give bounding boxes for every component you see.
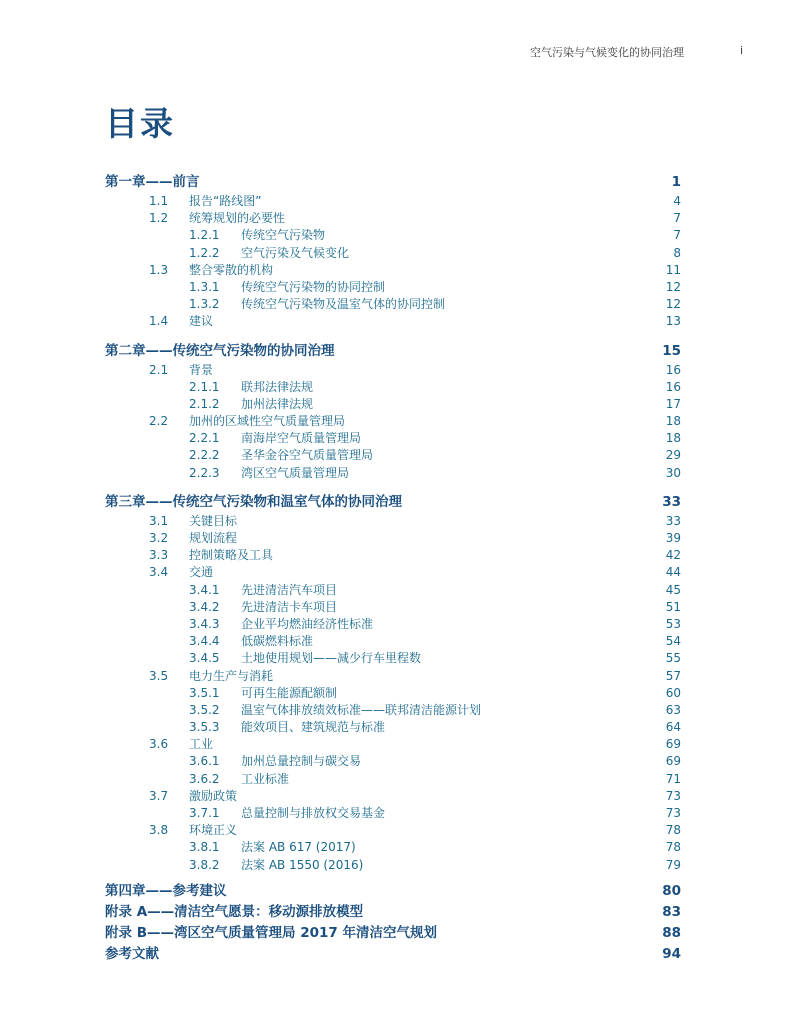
toc-entry-page: 17 (665, 396, 681, 411)
toc-entry-title: 传统空气污染物 (241, 228, 326, 243)
toc-section-entry[interactable] (105, 362, 681, 379)
toc-entry-page: 69 (665, 737, 681, 752)
toc-entry-page: 71 (665, 771, 681, 786)
toc-entry-title: 可再生能源配额制 (241, 685, 338, 700)
toc-entry-title: 整合零散的机构 (189, 262, 274, 277)
toc-entry-number: 2.2.2 (189, 448, 220, 463)
toc-subsection-entry[interactable] (105, 465, 681, 482)
toc-entry-title: 法案 AB 1550 (2016) (241, 857, 364, 872)
toc-entry-page: 45 (665, 582, 681, 597)
toc-subsection-entry[interactable] (105, 396, 681, 413)
toc-entry-title: 圣华金谷空气质量管理局 (241, 448, 374, 463)
toc-section-entry[interactable] (105, 822, 681, 839)
toc-entry-title: 空气污染及气候变化 (241, 245, 350, 260)
toc-entry-number: 1.3.2 (189, 297, 220, 312)
toc-section-entry[interactable] (105, 788, 681, 805)
toc-section-entry[interactable] (105, 547, 681, 564)
toc-entry-page: 33 (662, 493, 681, 510)
toc-subsection-entry[interactable] (105, 633, 681, 650)
toc-subsection-entry[interactable] (105, 616, 681, 633)
toc-entry-page: 18 (665, 431, 681, 446)
toc-chapter-entry[interactable] (105, 172, 681, 193)
toc-entry-number: 3.4 (149, 565, 169, 580)
toc-subsection-entry[interactable] (105, 650, 681, 667)
toc-chapter-entry[interactable] (105, 341, 681, 362)
toc-entry-number: 3.1 (149, 513, 169, 528)
toc-entry-page: 18 (665, 414, 681, 429)
toc-entry-number: 3.5.3 (189, 720, 220, 735)
toc-entry-page: 78 (665, 823, 681, 838)
toc-entry-page: 73 (665, 788, 681, 803)
toc-subsection-entry[interactable] (105, 685, 681, 702)
toc-entry-title: 加州的区域性空气质量管理局 (189, 414, 346, 429)
toc-chapter-entry[interactable] (105, 881, 681, 902)
toc-entry-title: 湾区空气质量管理局 (241, 465, 350, 480)
toc-entry-number: 3.6.2 (189, 771, 220, 786)
toc-entry-page: 63 (665, 702, 681, 717)
toc-entry-number: 3.7.1 (189, 806, 220, 820)
toc-entry-title: 背景 (189, 362, 214, 377)
table-of-contents (105, 172, 681, 965)
toc-entry-page: 13 (665, 314, 681, 329)
toc-entry-title: 低碳燃料标准 (241, 634, 314, 649)
toc-appendix-entry[interactable] (105, 902, 681, 923)
toc-subsection-entry[interactable] (105, 296, 681, 313)
toc-entry-page: 39 (665, 531, 681, 545)
toc-entry-number: 2.1.1 (189, 379, 220, 394)
toc-entry-title: 建议 (189, 314, 214, 329)
toc-entry-number: 1.2.1 (189, 228, 220, 243)
toc-entry-page: 80 (662, 882, 681, 899)
toc-entry-number: 2.1 (149, 362, 169, 377)
toc-entry-page: 8 (673, 245, 681, 260)
toc-entry-number: 3.4.1 (189, 582, 220, 597)
toc-entry-page: 29 (665, 448, 681, 463)
toc-subsection-entry[interactable] (105, 857, 681, 874)
toc-subsection-entry[interactable] (105, 753, 681, 770)
toc-entry-number: 3.6 (149, 737, 169, 752)
toc-subsection-entry[interactable] (105, 599, 681, 616)
toc-entry-number: 2.2.3 (189, 465, 220, 480)
toc-entry-title: 工业标准 (241, 771, 290, 786)
toc-entry-number: 1.3 (149, 262, 169, 277)
toc-entry-number: 3.4.5 (189, 651, 220, 666)
toc-entry-page: 88 (662, 924, 681, 941)
toc-entry-page: 69 (665, 754, 681, 769)
toc-entry-page: 7 (673, 228, 681, 243)
toc-entry-page: 53 (665, 616, 681, 631)
toc-entry-title: 企业平均燃油经济性标准 (241, 616, 374, 631)
toc-entry-number: 3.8 (149, 823, 169, 838)
toc-entry-title: 总量控制与排放权交易基金 (241, 806, 386, 820)
toc-entry-number: 2.1.2 (189, 396, 220, 411)
toc-entry-page: 64 (665, 720, 681, 735)
toc-entry-page: 57 (665, 668, 681, 683)
toc-entry-page: 4 (673, 194, 681, 208)
toc-entry-title: 第四章——参考建议 (105, 882, 227, 899)
toc-section-entry[interactable] (105, 564, 681, 581)
toc-subsection-entry[interactable] (105, 771, 681, 788)
toc-subsection-entry[interactable] (105, 447, 681, 464)
toc-entry-page: 51 (665, 599, 681, 614)
toc-entry-page: 33 (665, 513, 681, 528)
toc-chapter-entry[interactable] (105, 492, 681, 513)
toc-entry-page: 16 (665, 379, 681, 394)
toc-entry-title: 交通 (189, 565, 214, 580)
toc-subsection-entry[interactable] (105, 245, 681, 262)
toc-entry-number: 2.2 (149, 414, 169, 429)
toc-entry-title: 能效项目、建筑规范与标准 (241, 720, 386, 735)
toc-subsection-entry[interactable] (105, 582, 681, 599)
toc-entry-page: 11 (665, 262, 681, 277)
toc-entry-title: 法案 AB 617 (2017) (241, 840, 356, 855)
toc-entry-title: 联邦法律法规 (241, 379, 314, 394)
toc-entry-number: 3.7 (149, 788, 169, 803)
toc-entry-title: 传统空气污染物的协同控制 (241, 279, 386, 294)
toc-entry-title: 附录 B——湾区空气质量管理局 2017 年清洁空气规划 (105, 924, 437, 941)
toc-subsection-entry[interactable] (105, 430, 681, 447)
toc-section-entry[interactable] (105, 313, 681, 330)
toc-entry-title: 第一章——前言 (105, 174, 200, 190)
toc-entry-number: 3.5 (149, 668, 169, 683)
toc-entry-title: 温室气体排放绩效标准——联邦清洁能源计划 (241, 702, 482, 717)
toc-entry-title: 加州总量控制与碳交易 (241, 754, 362, 769)
toc-entry-title: 激励政策 (189, 788, 238, 803)
toc-section-entry[interactable] (105, 413, 681, 430)
toc-entry-page: 44 (665, 565, 681, 580)
toc-entry-title: 第二章——传统空气污染物的协同治理 (105, 342, 335, 359)
toc-entry-number: 1.2.2 (189, 245, 220, 260)
toc-section-entry[interactable] (105, 530, 681, 547)
toc-subsection-entry[interactable] (105, 839, 681, 856)
toc-entry-title: 加州法律法规 (241, 396, 314, 411)
toc-entry-page: 16 (665, 362, 681, 377)
toc-appendix-entry[interactable] (105, 944, 681, 965)
toc-entry-page: 79 (665, 857, 681, 872)
toc-entry-title: 规划流程 (189, 531, 238, 545)
toc-entry-number: 1.1 (149, 194, 169, 208)
toc-section-entry[interactable] (105, 513, 681, 530)
toc-entry-title: 先进清洁卡车项目 (241, 599, 338, 614)
toc-entry-title: 关键目标 (189, 513, 238, 528)
toc-entry-page: 54 (665, 634, 681, 649)
toc-entry-number: 3.6.1 (189, 754, 220, 769)
toc-section-entry[interactable] (105, 262, 681, 279)
toc-entry-title: 电力生产与消耗 (189, 668, 274, 683)
toc-appendix-entry[interactable] (105, 923, 681, 944)
toc-entry-page: 12 (665, 297, 681, 312)
toc-subsection-entry[interactable] (105, 805, 681, 822)
toc-entry-page: 7 (673, 211, 681, 226)
running-title: 空气污染与气候变化的协同治理 (530, 46, 684, 59)
toc-entry-number: 1.2 (149, 211, 169, 226)
toc-entry-number: 1.3.1 (189, 279, 220, 294)
toc-entry-title: 先进清洁汽车项目 (241, 582, 338, 597)
toc-entry-title: 土地使用规划——减少行车里程数 (241, 651, 422, 666)
toc-subsection-entry[interactable] (105, 702, 681, 719)
toc-subsection-entry[interactable] (105, 227, 681, 244)
toc-subsection-entry[interactable] (105, 719, 681, 736)
toc-entry-page: 12 (665, 279, 681, 294)
running-header (0, 44, 791, 60)
toc-entry-page: 60 (665, 685, 681, 700)
toc-entry-number: 3.4.4 (189, 634, 220, 649)
toc-entry-title: 工业 (189, 737, 214, 752)
page-title: 目录 (105, 104, 175, 143)
toc-entry-number: 3.8.1 (189, 840, 220, 855)
toc-entry-number: 3.5.1 (189, 685, 220, 700)
toc-entry-title: 环境正义 (189, 823, 238, 838)
toc-section-entry[interactable] (105, 193, 681, 210)
toc-section-entry[interactable] (105, 210, 681, 227)
toc-section-entry[interactable] (105, 736, 681, 753)
toc-entry-page: 73 (665, 806, 681, 820)
toc-entry-title: 传统空气污染物及温室气体的协同控制 (241, 297, 446, 312)
toc-entry-page: 83 (662, 903, 681, 920)
toc-subsection-entry[interactable] (105, 279, 681, 296)
toc-entry-page: 55 (665, 651, 681, 666)
toc-entry-number: 3.8.2 (189, 857, 220, 872)
toc-entry-number: 3.2 (149, 531, 169, 545)
toc-entry-number: 3.5.2 (189, 702, 220, 717)
toc-entry-title: 报告“路线图” (189, 194, 262, 208)
toc-subsection-entry[interactable] (105, 379, 681, 396)
toc-entry-title: 附录 A——清洁空气愿景：移动源排放模型 (105, 903, 364, 920)
toc-entry-number: 2.2.1 (189, 431, 220, 446)
toc-entry-number: 1.4 (149, 314, 169, 329)
toc-entry-page: 1 (671, 174, 681, 190)
toc-entry-page: 78 (665, 840, 681, 855)
toc-entry-title: 控制策略及工具 (189, 548, 274, 563)
toc-entry-title: 第三章——传统空气污染物和温室气体的协同治理 (105, 493, 402, 510)
toc-entry-number: 3.4.2 (189, 599, 220, 614)
toc-entry-page: 94 (662, 945, 681, 962)
toc-entry-page: 30 (665, 465, 681, 480)
toc-entry-number: 3.4.3 (189, 616, 220, 631)
toc-entry-number: 3.3 (149, 548, 169, 563)
page-number: i (740, 44, 744, 57)
toc-entry-title: 参考文献 (105, 945, 159, 962)
toc-entry-page: 42 (665, 548, 681, 563)
toc-entry-title: 南海岸空气质量管理局 (241, 431, 362, 446)
toc-entry-title: 统筹规划的必要性 (189, 211, 286, 226)
toc-entry-page: 15 (662, 342, 681, 359)
toc-section-entry[interactable] (105, 668, 681, 685)
